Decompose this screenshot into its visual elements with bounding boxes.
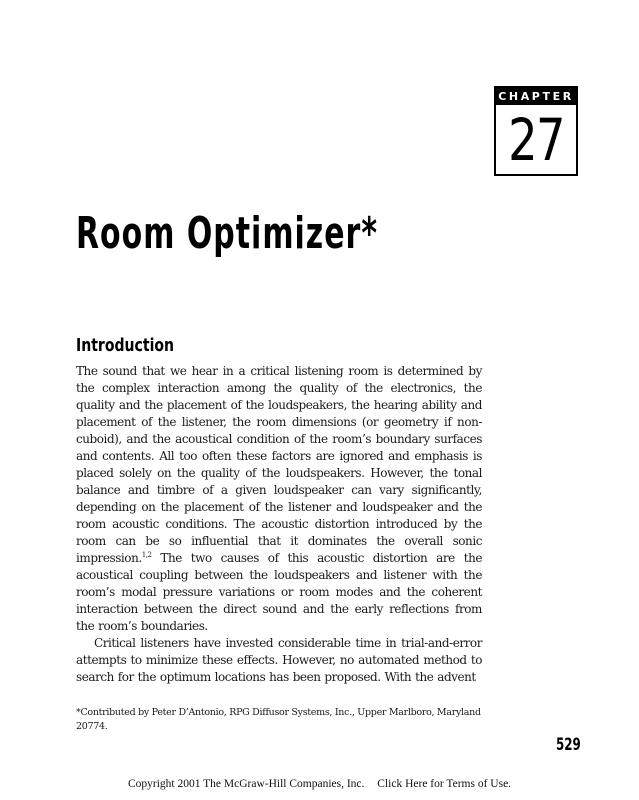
body-text	[76, 363, 482, 686]
paragraph-1-text-continued: The two causes of this acoustic distortion are the acoustical coupling between the loudspeakers and listener with the room’s modal pressure variations or room modes and the coherent interaction between the direct sound and the early reflections from the room’s boundaries.	[76, 551, 482, 633]
terms-of-use-link[interactable]: Click Here for Terms of Use.	[377, 778, 512, 790]
paragraph-1-text: The sound that we hear in a critical listening room is determined by the complex interaction among the quality of the electronics, the quality and the placement of the loudspeakers, the hearing ability and placement of the listener, the room dimensions (or geometry if non-cuboid), and the acoustical condition of the room’s boundary surfaces and contents. All too often these factors are ignored and emphasis is placed solely on the quality of the loudspeakers. However, the tonal balance and timbre of a given loudspeaker can vary significantly, depending on the placement of the listener and loudspeaker and the room acoustic conditions. The acoustic distortion introduced by the room can be so influential that it dominates the overall sonic impression.	[76, 364, 482, 565]
paragraph-1	[76, 363, 482, 635]
page-number: 529	[556, 735, 581, 755]
copyright-text: Copyright 2001 The McGraw-Hill Companies, Inc.	[127, 778, 365, 790]
paragraph-2: Critical listeners have invested considerable time in trial-and-error attempts to minimize these effects. However, no automated method to search for the optimum locations has been proposed. With the advent	[76, 636, 482, 684]
chapter-title: Room Optimizer*	[76, 208, 378, 259]
section-heading: Introduction	[76, 335, 175, 356]
footnote: *Contributed by Peter D’Antonio, RPG Diffusor Systems, Inc., Upper Marlboro, Maryland 20774.	[76, 707, 481, 732]
chapter-number: 27	[508, 105, 564, 174]
copyright-bar	[0, 776, 639, 792]
chapter-label: CHAPTER	[496, 88, 576, 105]
reference-superscript: 1,2	[141, 551, 152, 559]
chapter-badge	[494, 86, 578, 176]
